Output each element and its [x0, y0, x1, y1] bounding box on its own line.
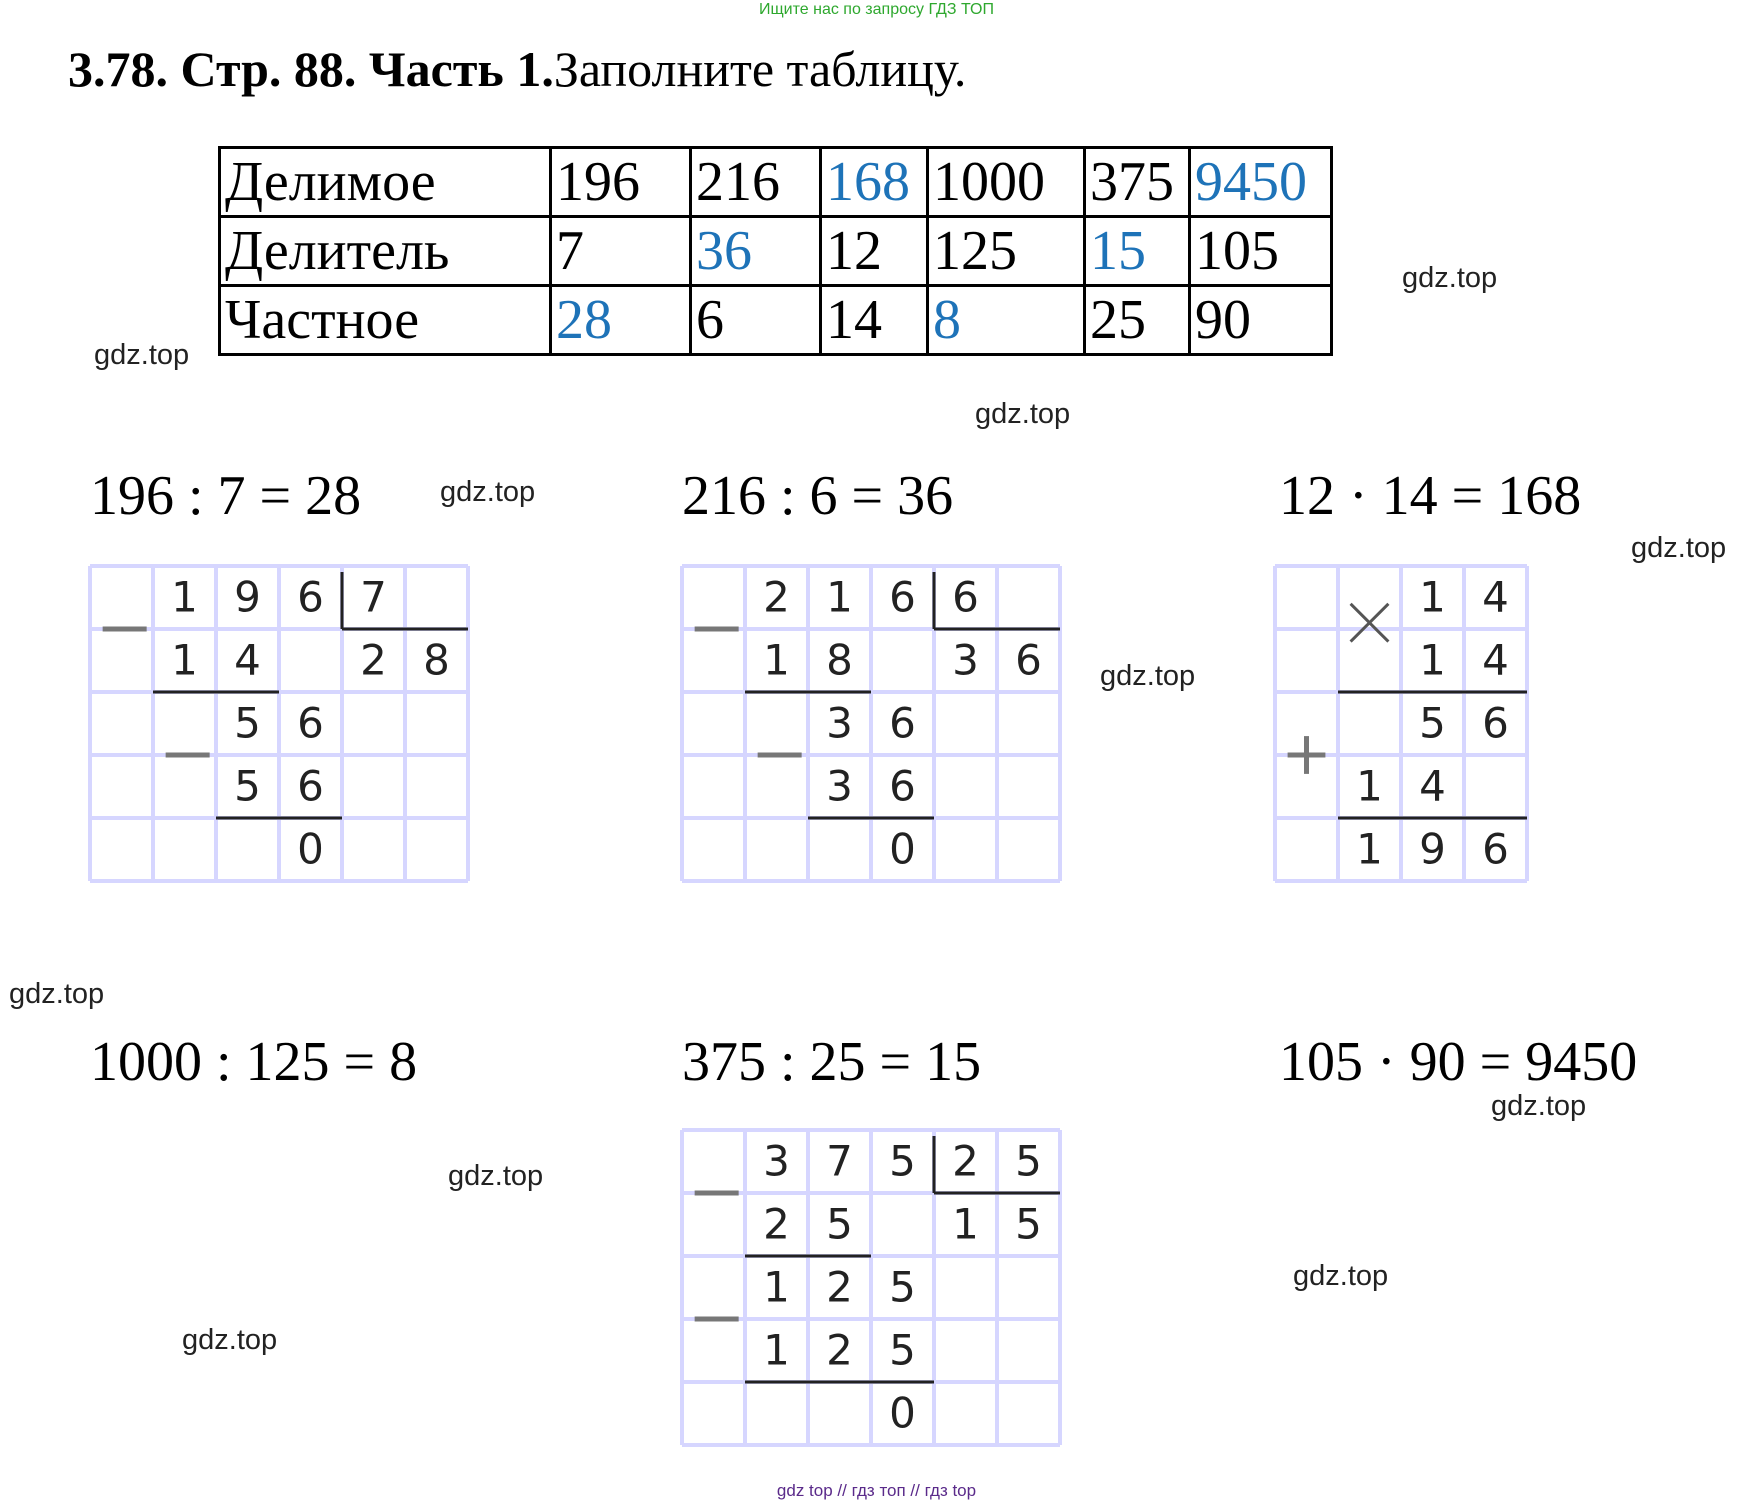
table-cell: 1000: [928, 148, 1085, 217]
equation-5: 375 : 25 = 15: [682, 1031, 982, 1093]
digit: 6: [297, 698, 324, 748]
column-multiplication-12-by-14: [1275, 566, 1548, 882]
digit: 4: [1419, 761, 1446, 811]
table-cell: 6: [691, 286, 821, 355]
digit: 5: [1419, 698, 1446, 748]
digit: 5: [1015, 1199, 1042, 1249]
digit: 9: [1419, 824, 1446, 874]
digit: 7: [826, 1136, 853, 1186]
footer-links[interactable]: gdz top // гдз топ // гдз top: [776, 1481, 977, 1500]
digit: 0: [297, 824, 324, 874]
long-division-375-by-25: [682, 1130, 1070, 1462]
watermark: gdz.top: [1491, 1090, 1587, 1122]
table-cell-answer: 28: [551, 286, 691, 355]
row-label: Делитель: [220, 217, 551, 286]
table-cell: 125: [928, 217, 1085, 286]
digit: 6: [952, 572, 979, 622]
watermark: gdz.top: [1402, 262, 1498, 294]
table-cell: 105: [1190, 217, 1332, 286]
digit: 1: [1419, 572, 1446, 622]
row-label: Делимое: [220, 148, 551, 217]
table-cell-answer: 9450: [1190, 148, 1332, 217]
equation-2: 216 : 6 = 36: [682, 465, 954, 527]
digit: 0: [889, 1388, 916, 1438]
task-text: Заполните таблицу.: [553, 41, 967, 97]
digit: 2: [360, 635, 387, 685]
digit: 3: [826, 698, 853, 748]
digit: 6: [1482, 824, 1509, 874]
row-label: Частное: [220, 286, 551, 355]
digit: 0: [889, 824, 916, 874]
digit: 1: [763, 1262, 790, 1312]
watermark: gdz.top: [975, 398, 1071, 430]
watermark: gdz.top: [94, 339, 190, 371]
digit: 5: [1015, 1136, 1042, 1186]
digit: 1: [763, 635, 790, 685]
digit: 5: [234, 761, 261, 811]
table-row-dividend: [220, 148, 1332, 217]
equation-1: 196 : 7 = 28: [90, 465, 362, 527]
watermark: gdz.top: [440, 476, 536, 508]
watermark: gdz.top: [448, 1160, 544, 1192]
digit: 4: [1482, 572, 1509, 622]
digit: 2: [826, 1262, 853, 1312]
digit: 1: [171, 572, 198, 622]
digit: 1: [171, 635, 198, 685]
digit: 1: [826, 572, 853, 622]
digit: 9: [234, 572, 261, 622]
equation-4: 1000 : 125 = 8: [90, 1031, 418, 1093]
top-search-link[interactable]: Ищите нас по запросу ГДЗ ТОП: [759, 1, 994, 18]
watermark: gdz.top: [1100, 660, 1196, 692]
watermark: gdz.top: [1293, 1260, 1389, 1292]
digit: 6: [889, 698, 916, 748]
digit: 2: [763, 572, 790, 622]
table-cell: 25: [1085, 286, 1190, 355]
digit: 1: [1356, 761, 1383, 811]
table-cell-answer: 168: [821, 148, 928, 217]
digit: 6: [297, 572, 324, 622]
digit: 8: [826, 635, 853, 685]
digit: 3: [952, 635, 979, 685]
table-row-quotient: [220, 286, 1332, 355]
digit: 6: [889, 572, 916, 622]
digit: 6: [1482, 698, 1509, 748]
table-cell: 12: [821, 217, 928, 286]
digit: 2: [763, 1199, 790, 1249]
digit: 3: [763, 1136, 790, 1186]
digit: 3: [826, 761, 853, 811]
equation-6: 105 · 90 = 9450: [1279, 1031, 1638, 1093]
digit: 5: [826, 1199, 853, 1249]
digit: 2: [826, 1325, 853, 1375]
digit: 5: [889, 1136, 916, 1186]
digit: 6: [1015, 635, 1042, 685]
equation-3: 12 · 14 = 168: [1279, 465, 1582, 527]
digit: 1: [1419, 635, 1446, 685]
answer-table: [218, 146, 1333, 356]
table-cell-answer: 36: [691, 217, 821, 286]
long-division-216-by-6: [682, 566, 1076, 896]
table-row-divisor: [220, 217, 1332, 286]
digit: 7: [360, 572, 387, 622]
table-cell: 90: [1190, 286, 1332, 355]
digit: 1: [763, 1325, 790, 1375]
table-cell-answer: 15: [1085, 217, 1190, 286]
watermark: gdz.top: [1631, 532, 1727, 564]
table-cell: 216: [691, 148, 821, 217]
digit: 6: [889, 761, 916, 811]
task-number: 3.78. Стр. 88. Часть 1.: [68, 41, 554, 97]
table-cell-answer: 8: [928, 286, 1085, 355]
digit: 5: [234, 698, 261, 748]
table-cell: 375: [1085, 148, 1190, 217]
long-division-196-by-7: [90, 566, 484, 896]
digit: 2: [952, 1136, 979, 1186]
page-title: [68, 40, 966, 98]
digit: 5: [889, 1325, 916, 1375]
watermark: gdz.top: [9, 978, 105, 1010]
digit: 4: [234, 635, 261, 685]
table-cell: 7: [551, 217, 691, 286]
digit: 6: [297, 761, 324, 811]
watermark: gdz.top: [182, 1324, 278, 1356]
digit: 5: [889, 1262, 916, 1312]
digit: 8: [423, 635, 450, 685]
table-cell: 196: [551, 148, 691, 217]
digit: 4: [1482, 635, 1509, 685]
digit: 1: [952, 1199, 979, 1249]
table-cell: 14: [821, 286, 928, 355]
digit: 1: [1356, 824, 1383, 874]
